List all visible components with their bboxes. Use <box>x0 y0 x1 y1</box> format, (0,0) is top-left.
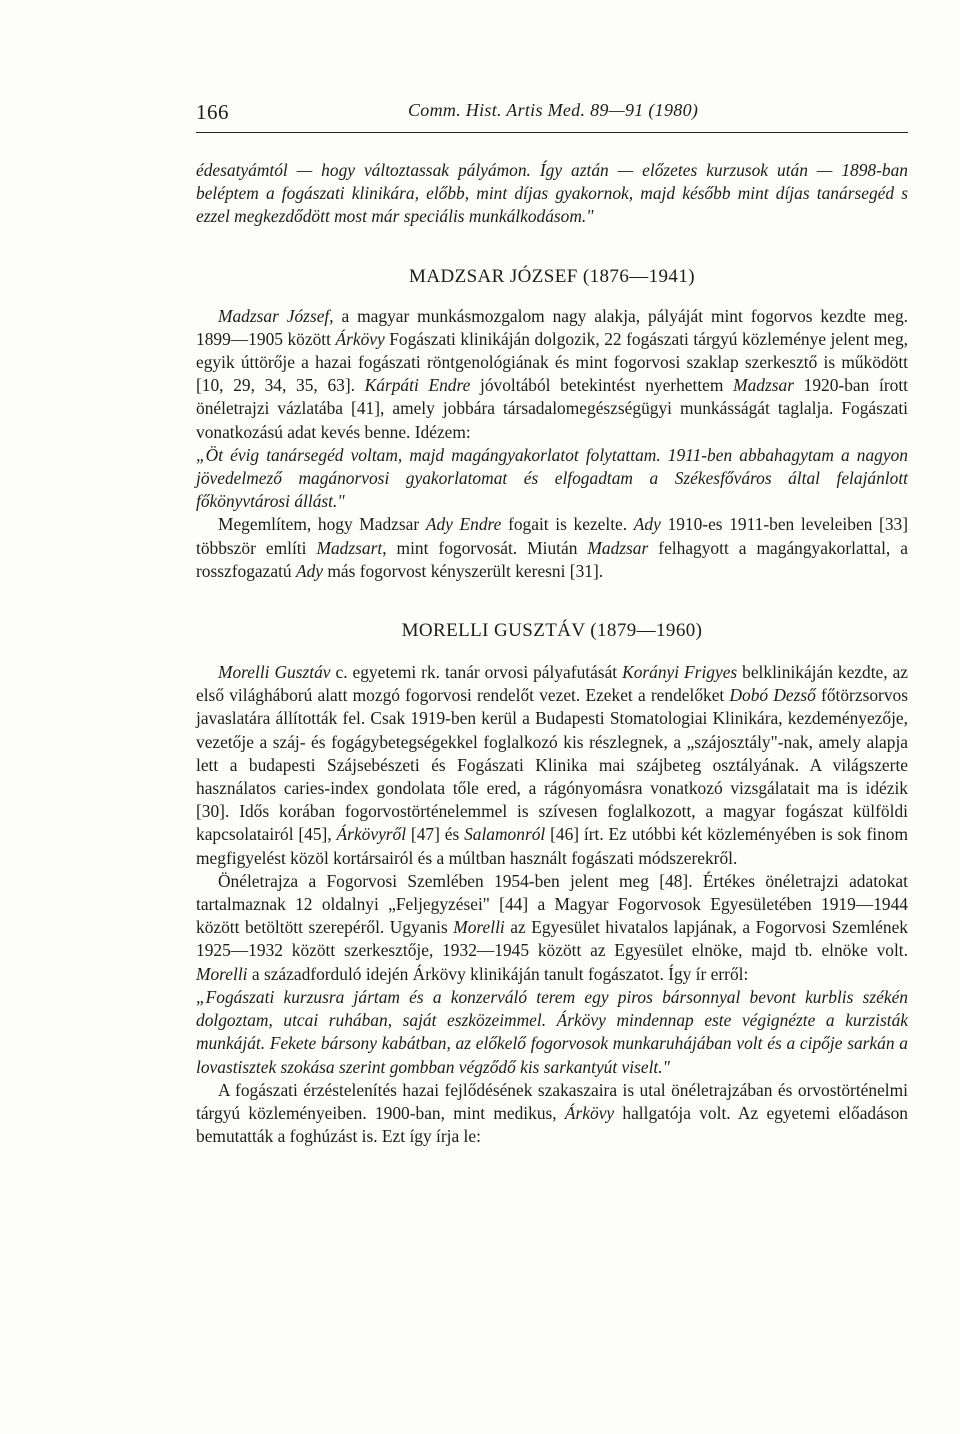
person-name: Madzsar <box>587 537 649 558</box>
text-run: más fogorvost kényszerült keresni [31]. <box>323 560 604 581</box>
person-name: Morelli Gusztáv <box>218 662 331 683</box>
text-run: 1910-es 1911-ben leveleiben [33] többször említi <box>196 514 908 558</box>
journal-reference: Comm. Hist. Artis Med. 89—91 (1980) <box>408 100 699 120</box>
morelli-paragraph-3 <box>196 1079 908 1149</box>
person-name: Madzsar József <box>218 305 330 326</box>
morelli-paragraph-1 <box>196 661 908 870</box>
text-run: [47] és <box>406 824 465 845</box>
text-run: az Egyesület hivatalos lapjának, a Fogorvosi Szemlének 1925—1932 között szerkesztője, 1932—1945 között az Egyesület elnöke, majd tb. elnöke volt. <box>196 917 908 961</box>
person-name: Morelli <box>453 917 505 938</box>
text-run: [46] írt. Ez utóbbi két közleményében is sok finom megfigyelést közöl kortársairól és a múltban használt fogászati módszerekről. <box>196 824 909 868</box>
text-run: c. egyetemi rk. tanár orvosi pályafutását <box>330 662 623 683</box>
text-run: A fogászati érzéstelenítés hazai fejlődésének szakaszaira is utal önéletrajzában és orvostörténelmi tárgyú közleményeiben. 1900-ban, mint medikus, <box>196 1079 908 1123</box>
person-name: Madzsar <box>733 375 794 396</box>
text-run: a századforduló idején Árkövy klinikáján tanult fogászatot. Így ír erről: <box>247 963 749 984</box>
section-heading-madzsar: MADZSAR JÓZSEF (1876—1941) <box>409 265 695 287</box>
text-run: , mint fogorvosát. Miután <box>382 537 588 558</box>
morelli-paragraph-2 <box>196 870 908 986</box>
text-run: hallgatója volt. Az egyetemi előadáson bemutatták a foghúzást is. Ezt így írja le: <box>196 1102 908 1147</box>
section-heading-morelli: MORELLI GUSZTÁV (1879—1960) <box>401 620 703 642</box>
person-name: Dobó Dezső <box>729 685 816 706</box>
madzsar-paragraph-1 <box>196 305 908 444</box>
person-name: Salamonról <box>464 824 546 845</box>
text-run: Megemlítem, hogy Madzsar <box>218 514 426 535</box>
morelli-quote: „Fogászati kurzusra jártam és a konzerváló terem egy piros bársonnyal bevont kurblis székén dolgoztam, utcai ruhában, saját eszközeimmel. Árkövy mindennap este végignézte a kurzisták munkáját. Fekete bársony kabátban, az előkelő fogorvosok munkaruhájában volt és a cipője sarkán a lovastisztek szokása szerint gombban végződő kis sarkantyút viselt." <box>196 986 908 1077</box>
intro-quote: édesatyámtól — hogy változtassak pályámon. Így aztán — előzetes kurzusok után — 1898-ban beléptem a fogászati klinikára, előbb, mint díjas gyakornok, majd később mint díjas tanársegéd s ezzel megkezdődött most már speciális munkálkodásom." <box>196 160 908 227</box>
text-run: felhagyott a magángyakorlattal, a rosszfogazatú <box>196 537 908 581</box>
person-name: Ady <box>633 514 661 535</box>
article-page <box>196 94 908 1148</box>
person-name: Morelli <box>196 963 248 984</box>
person-name: Kárpáti Endre <box>364 375 471 396</box>
text-run: fogait is kezelte. <box>501 514 634 535</box>
person-name: Árkövy <box>564 1102 615 1123</box>
text-run: főtörzsorvos javaslatára állították fel. Csak 1919-ben kerül a Budapesti Stomatologiai Klinikára, kezdeményezője, vezetője a száj- és fogágybetegségekkel foglalkozó kis részlegnek, a „szájosztály"-nak, amely alapja lett a budapesti Szájsebészeti és Fogászati Klinika mai szájbeteg osztályának. A világszerte használatos caries-index gondolata tőle ered, a rágónyomásra vonatkozó vizsgálatait ma is idézik [30]. Idős korában fogorvostörténelemmel is szívesen foglalkozott, a magyar fogászat külföldi kapcsolatairól [45], <box>196 685 908 845</box>
person-name: Madzsart <box>316 537 383 558</box>
person-name: Ady <box>295 560 324 581</box>
text-run: 1920-ban írott önéletrajzi vázlatába [41], amely jobbára társadalomegészségügyi munkásságát taglalja. Fogászati vonatkozású adat kevés benne. Idézem: <box>196 375 908 442</box>
text-run: jóvoltából betekintést nyerhettem <box>470 375 734 396</box>
running-header <box>196 94 908 133</box>
madzsar-paragraph-2 <box>196 513 908 583</box>
person-name: Ady Endre <box>425 514 502 535</box>
text-run: belklinikáján kezdte, az első világháború alatt mozgó fogorvosi rendelőt vezet. Ezeket a rendelőket <box>196 662 909 706</box>
page-number: 166 <box>196 100 229 124</box>
text-run: Önéletrajza a Fogorvosi Szemlében 1954-ben jelent meg [48]. Értékes önéletrajzi adatokat tartalmaznak 12 oldalnyi „Feljegyzései" [44] a Magyar Fogorvosok Egyesületében 1919—1944 között betöltött szerepéről. Ugyanis <box>196 870 908 938</box>
person-name: Árkövy <box>335 328 385 349</box>
person-name: Árkövyről <box>336 824 407 845</box>
person-name: Korányi Frigyes <box>622 662 738 683</box>
text-run: Fogászati klinikáján dolgozik, 22 fogászati tárgyú közleménye jelent meg, egyik úttörője a hazai fogászati röntgenológiának és mint fogorvosi szaklap szerkesztő is működött [10, 29, 34, 35, 63]. <box>196 328 908 396</box>
text-run: , a magyar munkásmozgalom nagy alakja, pályáját mint fogorvos kezdte meg. 1899—1905 között <box>196 305 908 349</box>
madzsar-quote: „Öt évig tanársegéd voltam, majd magángyakorlatot folytattam. 1911-ben abbahagytam a nagyon jövedelmező magánorvosi gyakorlatomat és elfogadtam a Székesfőváros által felajánlott főkönyvtárosi állást." <box>196 444 908 512</box>
